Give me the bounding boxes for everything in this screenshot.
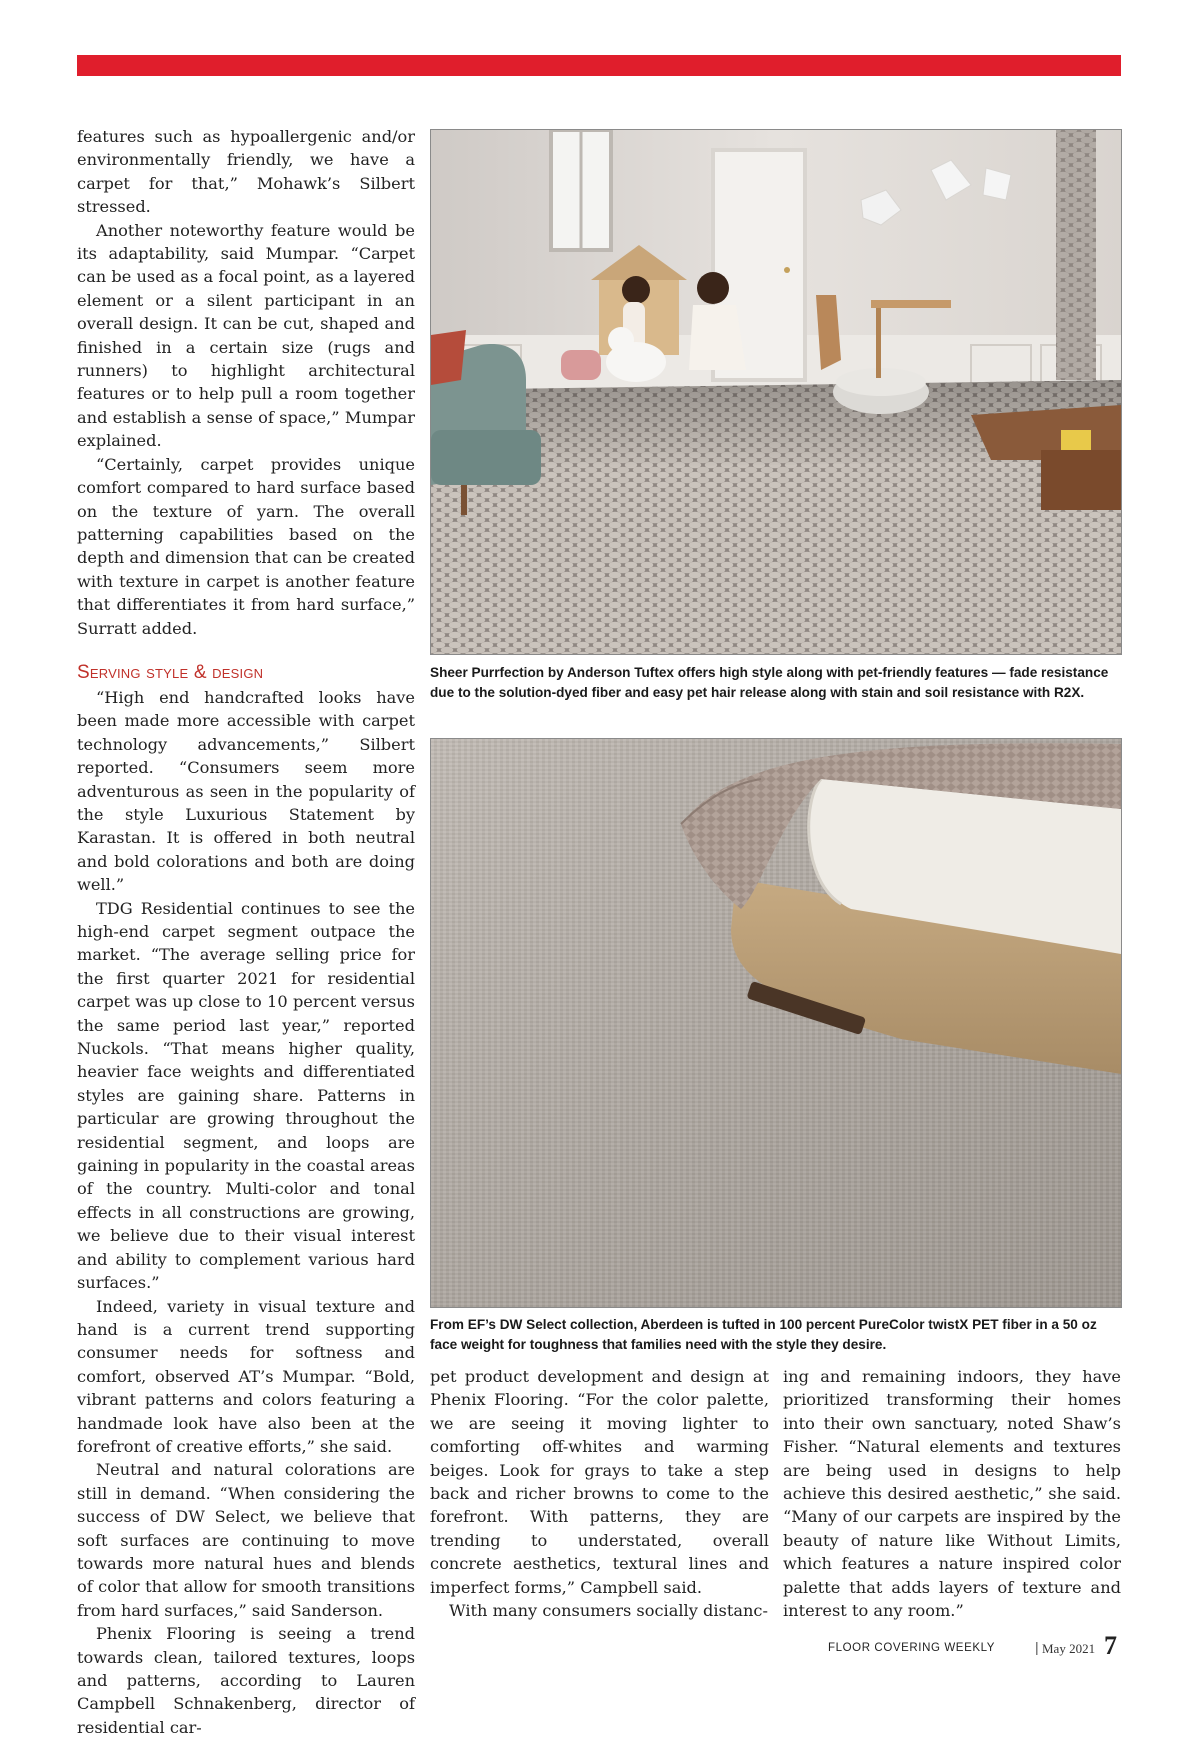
footer-separator: | (1035, 1639, 1039, 1655)
section-heading: Serving style & design (77, 661, 264, 683)
page-footer (820, 1633, 1121, 1663)
paragraph: “Certainly, carpet provides unique comfort compared to hard surface based on the texture of yarn. The overall patterning capabilities based on the depth and dimension that can be created with texture in carpet is another feature that differentiates it from hard surface,” Surratt added. (77, 454, 415, 638)
paragraph: Another noteworthy feature would be its adaptability, said Mumpar. “Carpet can be used as a focal point, as a layered element or a silent participant in an overall design. It can be cut, shaped and finished in a certain size (rugs and runners) to highlight architectural features or to help pull a room together and establish a sense of space,” Mumpar explained. (77, 220, 415, 451)
paragraph: Indeed, variety in visual texture and hand is a current trend supporting consumer needs for softness and comfort, observed AT’s Mumpar. “Bold, vibrant patterns and colors featuring a handmade look have also been at the forefront of creative efforts,” she said. (77, 1296, 415, 1456)
issue-date: May 2021 (1042, 1641, 1096, 1656)
paragraph: features such as hypoallergenic and/or environmentally friendly, we have a carpet for that,” Mohawk’s Silbert stressed. (77, 127, 415, 217)
paragraph: TDG Residential continues to see the high-end carpet segment outpace the market. “The average selling price for the first quarter 2021 for residential carpet was up close to 10 percent versus the same period last year,” reported Nuckols. “That means higher quality, heavier face weights and differentiated styles are gaining share. Patterns in particular are growing throughout the residential segment, and loops are gaining in popularity in the coastal areas of the country. Multi-color and tonal effects in all constructions are growing, we believe due to their visual interest and ability to complement various hard surfaces.” (77, 898, 415, 1293)
paragraph: Phenix Flooring is seeing a trend towards clean, tailored textures, loops and patterns, according to Lauren Campbell Schnakenberg, director of residential car- (77, 1624, 415, 1737)
article-column-right (783, 1365, 1121, 1622)
photo-caption: From EF’s DW Select collection, Aberdeen is tufted in 100 percent PureColor twistX PET fiber in a 50 oz face weight for toughness that families need with the style they desire. (430, 1317, 1097, 1352)
photo-carpet-closeup (430, 738, 1122, 1308)
article-column-middle (430, 1365, 769, 1622)
paragraph: With many consumers socially distanc- (449, 1601, 768, 1621)
paragraph: “High end handcrafted looks have been made more accessible with carpet technology advancements,” Silbert reported. “Consumers seem more adventurous as seen in the popularity of the style Luxurious Statement by Karastan. It is offered in both neutral and bold colorations and both are doing well.” (77, 687, 415, 895)
photo-playroom-carpet (430, 129, 1122, 655)
article-column-left (77, 125, 415, 1739)
page-number: 7 (1104, 1631, 1117, 1660)
photo-caption: Sheer Purrfection by Anderson Tuftex offers high style along with pet-friendly features — fade resistance due to the solution-dyed fiber and easy pet hair release along with stain and soil resistance with R2X. (430, 665, 1109, 700)
paragraph: Neutral and natural colorations are still in demand. “When considering the success of DW Select, we believe that soft surfaces are continuing to move towards more natural hues and blends of color that allow for smooth transitions from hard surfaces,” said Sanderson. (77, 1460, 415, 1620)
paragraph: ing and remaining indoors, they have prioritized transforming their homes into their own sanctuary, noted Shaw’s Fisher. “Natural elements and textures are being used in designs to help achieve this desired aesthetic,” she said. “Many of our carpets are inspired by the beauty of nature like Without Limits, which features a nature inspired color palette that adds layers of texture and interest to any room.” (783, 1367, 1121, 1621)
paragraph: pet product development and design at Phenix Flooring. “For the color palette, we are seeing it moving lighter to comforting off-whites and warming beiges. Look for grays to take a step back and richer browns to come to the forefront. With patterns, they are trending to understated, overall concrete aesthetics, textural lines and imperfect forms,” Campbell said. (430, 1367, 769, 1597)
header-accent-bar (77, 55, 1121, 76)
publication-name: FLOOR COVERING WEEKLY (828, 1642, 996, 1654)
